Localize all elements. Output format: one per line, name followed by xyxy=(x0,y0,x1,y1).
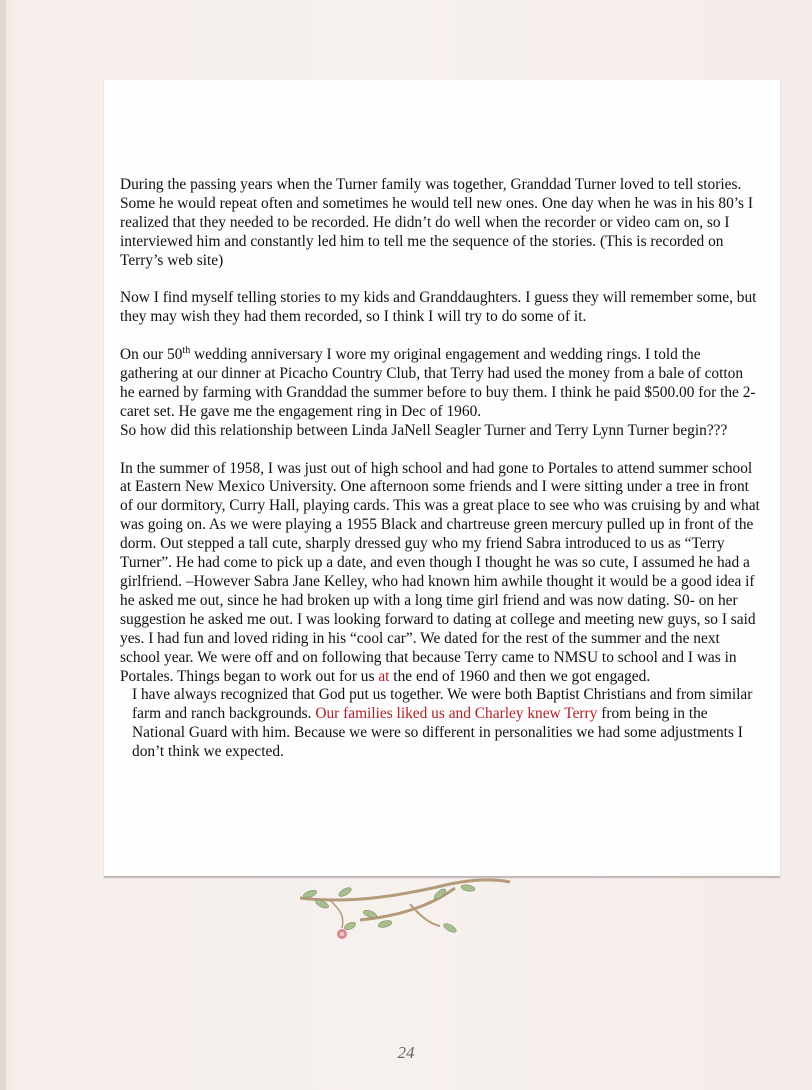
highlighted-word: at xyxy=(378,667,390,685)
story-sheet xyxy=(104,80,780,877)
page-binding-edge xyxy=(0,0,6,1090)
page-number: 24 xyxy=(397,1043,415,1062)
paragraph-anniversary xyxy=(120,346,760,422)
how-we-met-text-end: the end of 1960 and then we got engaged. xyxy=(389,667,651,685)
how-we-met-text: In the summer of 1958, I was just out of high school and had gone to Portales to attend summer school at Eastern New Mexico University. One afternoon some friends and I were sitting under a tree in front of our dormitory, Curry Hall, playing cards. This was a great place to see who was cruising by and what was going on. As we were playing a 1955 Black and chartreuse green mercury pulled up in front of the dorm. Out stepped a tall cute, sharply dressed guy who my friend Sabra introduced to us as “Terry Turner”. He had come to pick up a date, and even though I thought he was so cute, I assumed he had a girlfriend. –However Sabra Jane Kelley, who had known him awhile thought it would be a good idea if he asked me out, since he had broken up with a long time girl friend and was now dating. S0- on her suggestion he asked me out. I was looking forward to dating at college and meeting new guys, so I said yes. I had fun and loved riding in his “cool car”. We dated for the rest of the summer and the next school year. We were off and on following that because Terry came to NMSU to school and I was in Portales. Things began to work out for us xyxy=(120,459,760,685)
highlighted-phrase: Our families liked us and Charley knew Terry xyxy=(315,705,598,723)
paragraph-god-put-us-together xyxy=(120,686,760,762)
paragraph-telling-stories: Now I find myself telling stories to my kids and Granddaughters. I guess they will remember some, but they may wish they had them recorded, so I think I will try to do some of it. xyxy=(120,289,757,326)
anniversary-text-end: wedding anniversary I wore my original engagement and wedding rings. I told the gathering at our dinner at Picacho Country Club, that Terry had used the money from a bale of cotton he earned by farming with Granddad the summer before to buy them. I think he paid $500.00 for the 2-caret set. He gave me the engagement ring in Dec of 1960. xyxy=(120,346,756,420)
anniversary-text-start: On our 50 xyxy=(120,346,183,364)
floral-branch-illustration xyxy=(290,876,520,946)
paragraph-how-we-met xyxy=(120,460,760,687)
paragraph-question: So how did this relationship between Linda JaNell Seagler Turner and Terry Lynn Turner begin??? xyxy=(120,421,728,439)
god-text-end: from being in the National Guard with him. Because we were so different in personalities we had some adjustments I don’t think we expected. xyxy=(132,705,743,761)
story-text xyxy=(120,176,760,762)
god-text: I have always recognized that God put us together. We were both Baptist Christians and from similar farm and ranch backgrounds. xyxy=(132,686,753,723)
ordinal-superscript: th xyxy=(182,345,191,356)
paragraph-granddad-stories: During the passing years when the Turner family was together, Granddad Turner loved to tell stories. Some he would repeat often and sometimes he would tell new ones. One day when he was in his 80’s I realized that they needed to be recorded. He didn’t do well when the recorder or video cam on, so I interviewed him and constantly led him to tell me the sequence of the stories. (This is recorded on Terry’s web site) xyxy=(120,176,754,269)
